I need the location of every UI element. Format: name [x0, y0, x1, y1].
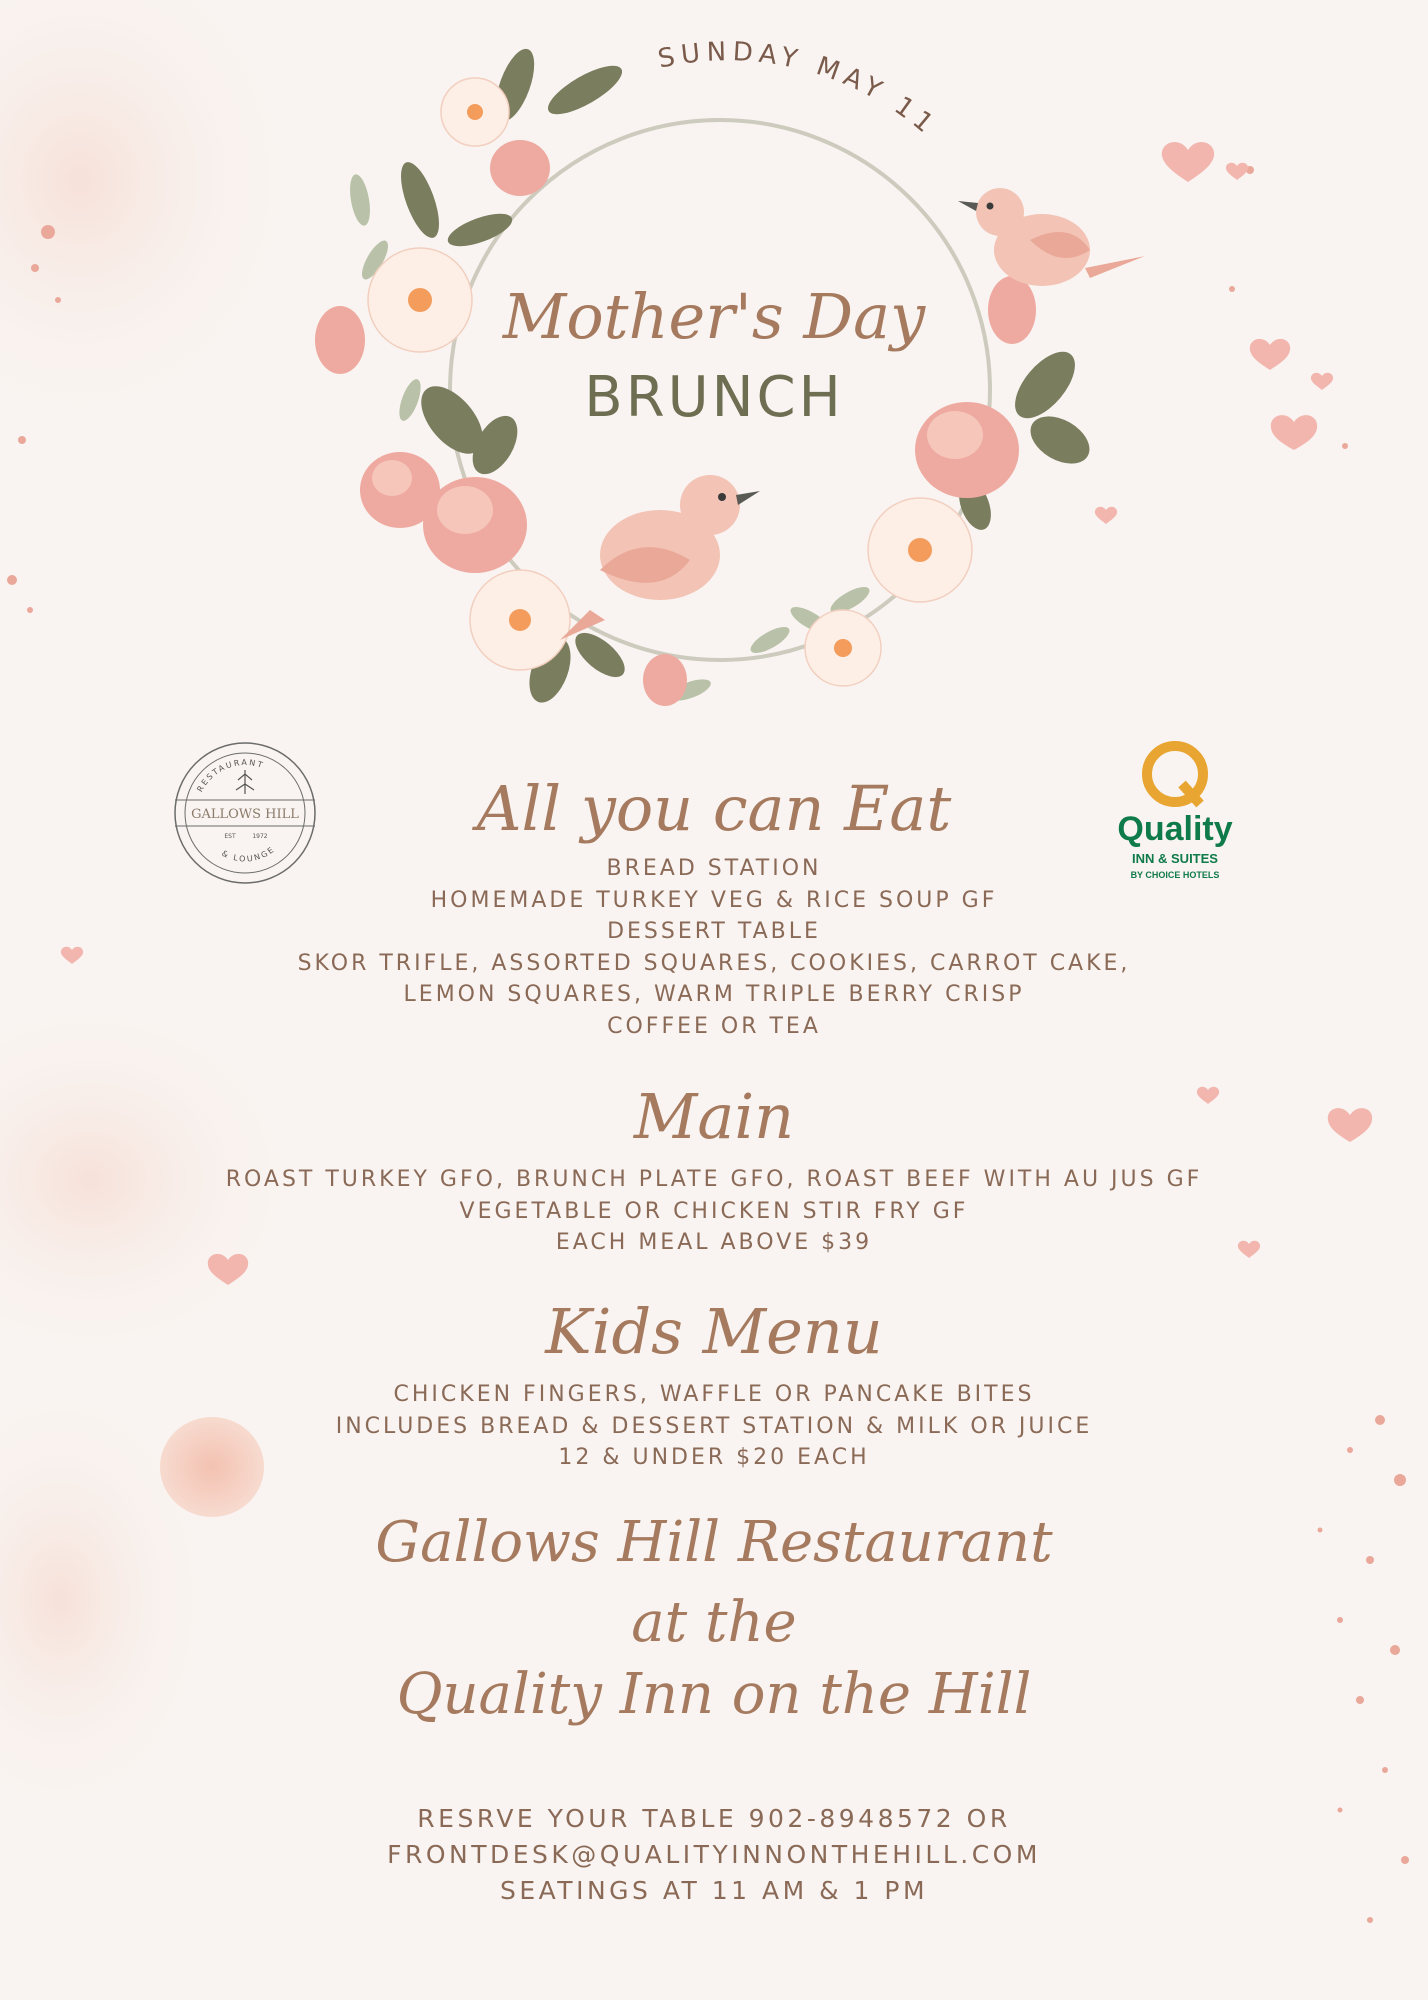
reservation-contact [0, 1801, 1428, 1909]
kids-menu-list [0, 1379, 1428, 1474]
section-heading-kids-menu: Kids Menu [545, 1295, 883, 1368]
menu-item: ROAST TURKEY GFO, BRUNCH PLATE GFO, ROAST BEEF WITH AU JUS GF [225, 1167, 1203, 1192]
contact-email-line: FRONTDESK@QUALITYINNONTHEHILL.COM [387, 1840, 1041, 1869]
quality-word: Quality [1117, 810, 1233, 848]
svg-text:& LOUNGE: & LOUNGE [220, 844, 277, 864]
main-list [0, 1164, 1428, 1259]
menu-item: BREAD STATION [606, 856, 822, 881]
venue-line-1: Gallows Hill Restaurant [375, 1510, 1053, 1575]
svg-text:SUNDAY MAY 11 [656, 37, 944, 143]
quality-subline: INN & SUITES [1132, 851, 1218, 866]
svg-text:GALLOWS HILL: GALLOWS HILL [191, 807, 299, 822]
menu-item: EACH MEAL ABOVE $39 [555, 1230, 873, 1255]
menu-item: VEGETABLE OR CHICKEN STIR FRY GF [459, 1198, 969, 1224]
menu-item: HOMEMADE TURKEY VEG & RICE SOUP GF [430, 887, 998, 913]
title-brunch: BRUNCH [584, 365, 844, 430]
menu-item: COFFEE OR TEA [607, 1013, 821, 1039]
section-heading-all-you-can-eat: All you can Eat [476, 772, 952, 845]
section-heading-main: Main [633, 1080, 795, 1153]
menu-item: 12 & UNDER $20 EACH [558, 1445, 870, 1470]
title-script: Mother's Day [502, 280, 926, 353]
quality-byline: BY CHOICE HOTELS [1130, 870, 1220, 880]
menu-item: INCLUDES BREAD & DESSERT STATION & MILK OR JUICE [335, 1413, 1093, 1439]
venue-line-3: Quality Inn on the Hill [396, 1662, 1032, 1727]
menu-item: CHICKEN FINGERS, WAFFLE OR PANCAKE BITES [393, 1382, 1035, 1407]
venue-line-2: at the [631, 1590, 797, 1655]
contact-phone-line: RESRVE YOUR TABLE 902-8948572 OR [417, 1804, 1011, 1833]
menu-item: LEMON SQUARES, WARM TRIPLE BERRY CRISP [403, 982, 1025, 1007]
svg-text:RESTAURANT: RESTAURANT [195, 757, 266, 794]
event-date-text: SUNDAY MAY 11 [655, 37, 944, 143]
svg-text:EST: EST [224, 833, 236, 840]
menu-item: DESSERT TABLE [607, 919, 821, 944]
menu-item: SKOR TRIFLE, ASSORTED SQUARES, COOKIES, CARROT CAKE, [297, 950, 1131, 976]
svg-text:1972: 1972 [252, 833, 268, 840]
seatings-line: SEATINGS AT 11 AM & 1 PM [499, 1876, 929, 1905]
all-you-can-eat-list [0, 853, 1428, 1042]
